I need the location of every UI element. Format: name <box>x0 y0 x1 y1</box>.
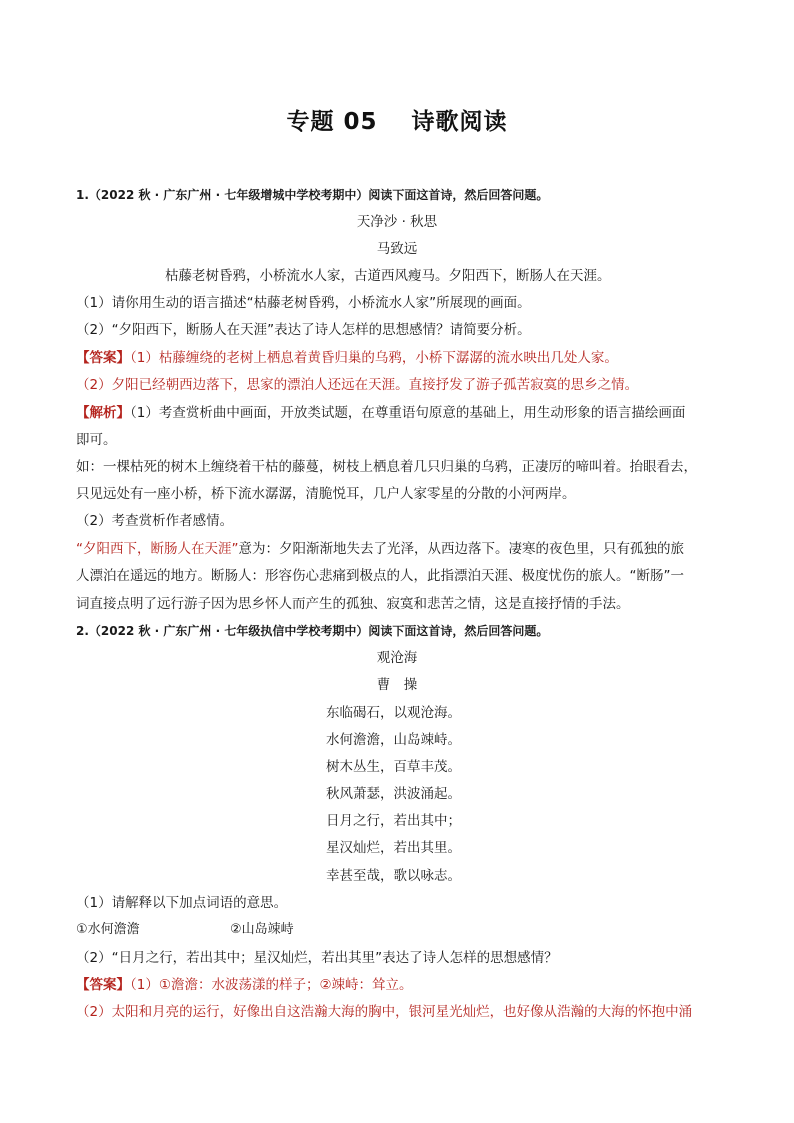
question-2-sub-1: （1）请解释以下加点词语的意思。 <box>76 895 288 911</box>
poem-1-title: 天净沙 · 秋思 <box>356 214 438 230</box>
poem-2-line: 日月之行，若出其中； <box>326 813 461 829</box>
title-topic-number: 专题 05 <box>286 109 378 135</box>
analysis-1-example-b: 只见远处有一座小桥，桥下流水潺潺，清脆悦耳，几户人家零星的分散的小河两岸。 <box>76 486 576 502</box>
analysis-1-part-1a: （1）考查赏析曲中画面，开放类试题，在尊重语句原意的基础上，用生动形象的语言描绘画面 <box>130 405 686 421</box>
page-title <box>0 103 794 136</box>
answer-1-part-2: （2）夕阳已经朝西边落下，思家的漂泊人还远在天涯。直接抒发了游子孤苦寂寞的思乡之情。 <box>76 377 639 393</box>
analysis-tag: 【解析】 <box>76 405 130 421</box>
question-1-sub-1: （1）请你用生动的语言描述“枯藤老树昏鸦，小桥流水人家”所展现的画面。 <box>76 295 531 311</box>
question-2-header: 2.（2022 秋 · 广东广州 · 七年级执信中学校考期中）阅读下面这首诗，然后回答问题。 <box>76 624 549 638</box>
answer-2-part-1: （1）①澹澹：水波荡漾的样子；②竦峙：耸立。 <box>130 977 413 993</box>
analysis-1-part-2: （2）考查赏析作者感情。 <box>76 513 234 529</box>
poem-2-line: 水何澹澹，山岛竦峙。 <box>326 732 461 748</box>
title-topic-name: 诗歌阅读 <box>411 109 508 135</box>
poem-2-line: 秋风萧瑟，洪波涌起。 <box>326 786 461 802</box>
answer-2-line-1 <box>76 975 726 995</box>
analysis-quote: “夕阳西下，断肠人在天涯” <box>76 541 239 557</box>
answer-1-part-1: （1）枯藤缠绕的老树上栖息着黄昏归巢的乌鸦，小桥下潺潺的流水映出几处人家。 <box>130 350 618 366</box>
analysis-1-part-2c: 词直接点明了远行游子因为思乡怀人而产生的孤独、寂寞和悲苦之情，这是直接抒情的手法。 <box>76 596 630 612</box>
answer-2-part-2: （2）太阳和月亮的运行，好像出自这浩瀚大海的胸中，银河星光灿烂，也好像从浩瀚的大海的怀抱中涌 <box>76 1004 693 1020</box>
poem-2-line: 幸甚至哉，歌以咏志。 <box>326 868 461 884</box>
question-2-word-2: ②山岛竦峙 <box>230 922 294 937</box>
question-2-sub-2: （2）“日月之行，若出其中；星汉灿烂，若出其里”表达了诗人怎样的思想感情？ <box>76 950 558 966</box>
question-2-word-1: ①水何澹澹 <box>76 922 140 937</box>
analysis-1-part-2-line-a <box>76 539 726 559</box>
question-1-sub-2: （2）“夕阳西下，断肠人在天涯”表达了诗人怎样的思想感情？请简要分析。 <box>76 322 531 338</box>
poem-2-line: 东临碣石，以观沧海。 <box>326 705 461 721</box>
poem-2-title: 观沧海 <box>376 650 418 666</box>
analysis-1-line-1 <box>76 403 726 423</box>
answer-1-line-1 <box>76 348 726 368</box>
poem-2-author: 曹 操 <box>376 677 418 693</box>
poem-2-line: 树木丛生，百草丰茂。 <box>326 759 461 775</box>
poem-1-text: 枯藤老树昏鸦，小桥流水人家，古道西风瘦马。夕阳西下，断肠人在天涯。 <box>165 268 611 284</box>
analysis-1-example-a: 如：一棵枯死的树木上缠绕着干枯的藤蔓，树枝上栖息着几只归巢的乌鸦，正凄厉的啼叫着。抬眼看去， <box>76 459 697 475</box>
poem-2-line: 星汉灿烂，若出其里。 <box>326 840 461 856</box>
poem-1-author: 马致远 <box>376 241 418 257</box>
analysis-1-part-1b: 即可。 <box>76 432 117 448</box>
answer-tag: 【答案】 <box>76 350 130 366</box>
answer-tag: 【答案】 <box>76 977 130 993</box>
analysis-1-part-2b: 人漂泊在遥远的地方。断肠人：形容伤心悲痛到极点的人，此指漂泊天涯、极度忧伤的旅人。“断肠”一 <box>76 568 684 584</box>
analysis-1-part-2a: 意为：夕阳渐渐地失去了光泽，从西边落下。凄寒的夜色里，只有孤独的旅 <box>238 541 684 557</box>
question-1-header: 1.（2022 秋 · 广东广州 · 七年级增城中学校考期中）阅读下面这首诗，然后回答问题。 <box>76 188 549 202</box>
